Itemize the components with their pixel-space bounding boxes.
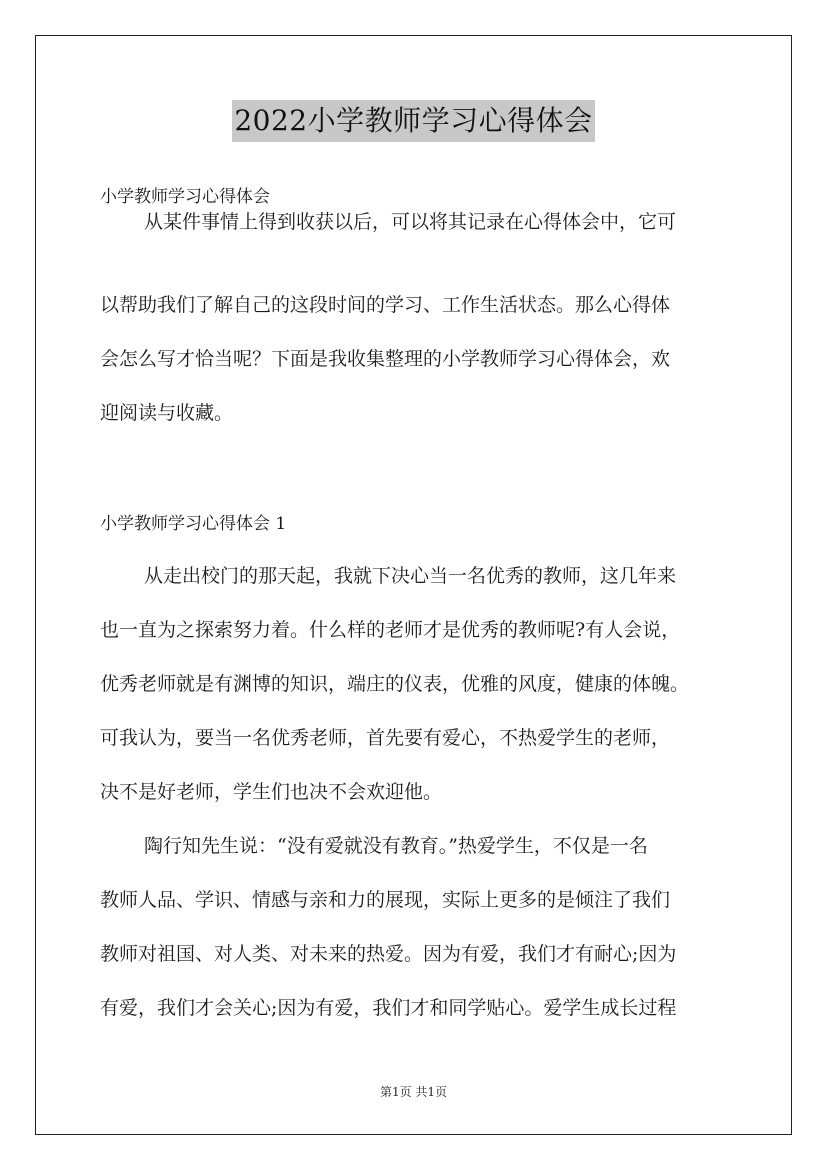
paragraph-line: 可我认为，要当一名优秀老师，首先要有爱心，不热爱学生的老师， <box>100 727 671 749</box>
paragraph-line: 陶行知先生说：“没有爱就没有教育。”热爱学生，不仅是一名 <box>144 835 648 857</box>
intro-line: 以帮助我们了解自己的这段时间的学习、工作生活状态。那么心得体 <box>100 294 671 316</box>
section-heading-1: 小学教师学习心得体会 1 <box>100 514 287 534</box>
paragraph-line: 有爱，我们才会关心;因为有爱，我们才和同学贴心。爱学生成长过程 <box>100 997 677 1019</box>
paragraph-line: 优秀老师就是有渊博的知识，端庄的仪表，优雅的风度，健康的体魄。 <box>100 673 690 695</box>
paragraph-line: 教师对祖国、对人类、对未来的热爱。因为有爱，我们才有耐心;因为 <box>100 943 677 965</box>
document-title: 2022小学教师学习心得体会 <box>232 100 594 142</box>
page-footer: 第1页 共1页 <box>379 1085 448 1099</box>
section-heading-intro: 小学教师学习心得体会 <box>100 187 270 207</box>
intro-line: 迎阅读与收藏。 <box>100 402 234 424</box>
paragraph-line: 决不是好老师，学生们也决不会欢迎他。 <box>100 781 443 803</box>
intro-line: 会怎么写才恰当呢？下面是我收集整理的小学教师学习心得体会，欢 <box>100 348 671 370</box>
paragraph-line: 教师人品、学识、情感与亲和力的展现，实际上更多的是倾注了我们 <box>100 889 671 911</box>
title-container <box>0 100 827 142</box>
paragraph-line: 从走出校门的那天起，我就下决心当一名优秀的教师，这几年来 <box>144 565 677 587</box>
intro-line: 从某件事情上得到收获以后，可以将其记录在心得体会中，它可 <box>144 211 677 233</box>
paragraph-line: 也一直为之探索努力着。什么样的老师才是优秀的教师呢?有人会说， <box>100 619 681 641</box>
